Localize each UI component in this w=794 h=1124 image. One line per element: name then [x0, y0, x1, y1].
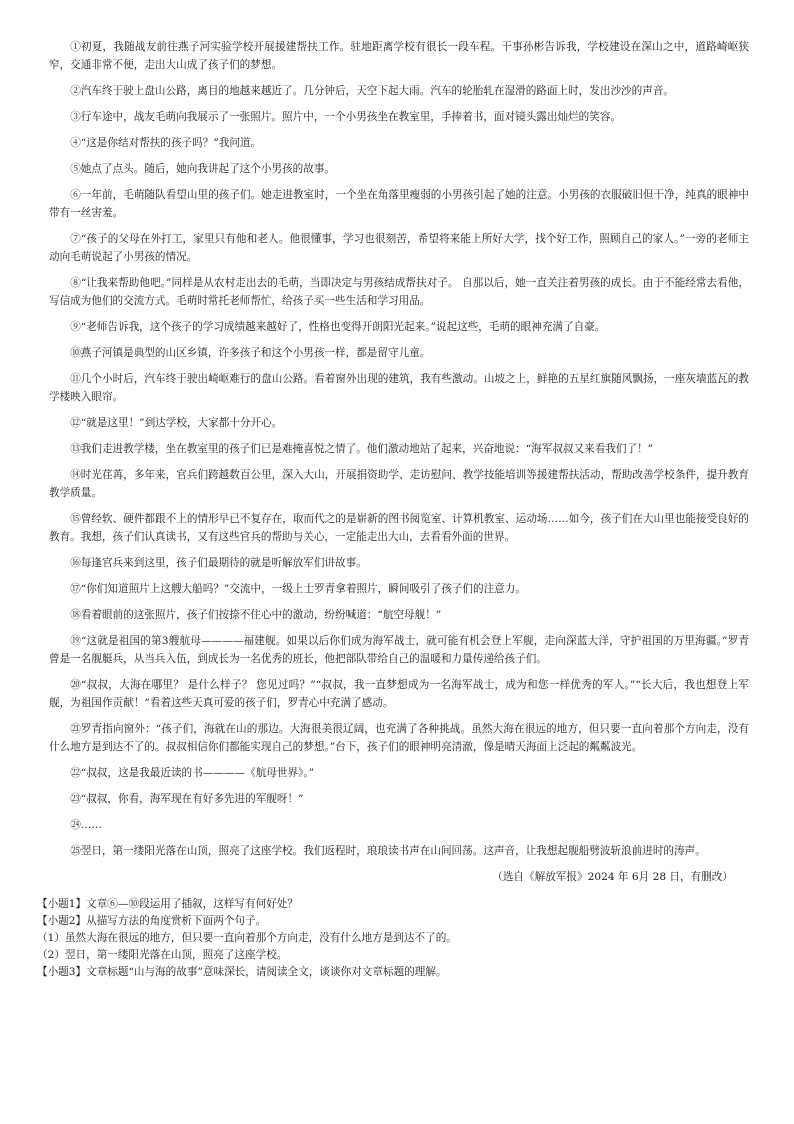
paragraph: ⑯每逢官兵来到这里，孩子们最期待的就是听解放军们讲故事。	[70, 557, 367, 569]
paragraph: ⑥一年前，毛萌随队看望山里的孩子们。她走进教室时，一个坐在角落里瘦弱的小男孩引起了她的注意。小男孩的衣服破旧但干净，纯真的眼神中带有一丝害羞。	[49, 189, 749, 219]
paragraph: ③行车途中，战友毛萌向我展示了一张照片。照片中，一个小男孩坐在教室里，手捧着书，面对镜头露出灿烂的笑容。	[70, 111, 622, 123]
paragraph: ㉔……	[70, 819, 102, 831]
paragraph: ②汽车终于驶上盘山公路，离目的地越来越近了。几分钟后，天空下起大雨。汽车的轮胎轧在湿滑的路面上时，发出沙沙的声音。	[70, 85, 675, 97]
paragraph: ⑱看着眼前的这张照片，孩子们按捺不住心中的激动，纷纷喊道：“航空母舰！”	[70, 609, 442, 621]
paragraph: ⑤她点了点头。随后，她向我讲起了这个小男孩的故事。	[70, 163, 336, 175]
paragraph: ①初夏，我随战友前往燕子河实验学校开展援建帮扶工作。驻地距离学校有很长一段车程。干事孙彬告诉我，学校建设在深山之中，道路崎岖狭窄，交通非常不便，走出大山成了孩子们的梦想。	[49, 41, 749, 71]
paragraph: ⑳“叔叔，大海在哪里？ 是什么样子？ 您见过吗？”“叔叔，我一直梦想成为一名海军战士，成为和您一样优秀的军人。”“长大后，我也想登上军舰，为祖国作贡献！”看着这些天真可爱的孩子们，罗青心中充满了感动。	[49, 679, 749, 709]
question-1: 【小题1】文章⑥—⑩段运用了插叙，这样写有何好处？	[37, 898, 298, 910]
paragraph: ㉕翌日，第一缕阳光落在山顶，照亮了这座学校。我们返程时，琅琅读书声在山间回荡。这声音，让我想起舰船劈波斩浪前进时的涛声。	[70, 845, 706, 857]
article-body	[49, 38, 749, 860]
paragraph: ⑨“老师告诉我，这个孩子的学习成绩越来越好了，性格也变得开朗阳光起来。”说起这些，毛萌的眼神充满了自豪。	[70, 321, 606, 333]
paragraph: ⑦“孩子的父母在外打工，家里只有他和老人。他很懂事，学习也很刻苦，希望将来能上所好大学，找个好工作，照顾自己的家人。”一旁的老师主动向毛萌说起了小男孩的情况。	[49, 233, 749, 263]
paragraph: ㉑罗青指向窗外：“孩子们，海就在山的那边。大海很美很辽阔，也充满了各种挑战。虽然大海在很远的地方，但只要一直向着那个方向走，没有什么地方是到达不了的。叔叔相信你们都能实现自己的梦想。”台下，孩子们的眼神明亮清澈，像是晴天海面上泛起的粼粼波光。	[49, 723, 749, 753]
document-page	[37, 38, 749, 981]
question-2: 【小题2】从描写方法的角度赏析下面两个句子。	[37, 915, 267, 927]
question-2-sentence-2: （2）翌日，第一缕阳光落在山顶，照亮了这座学校。	[37, 949, 288, 961]
paragraph: ㉒“叔叔，这是我最近读的书————《航母世界》。”	[70, 767, 315, 779]
paragraph: ⑲“这就是祖国的第3艘航母————福建舰。如果以后你们成为海军战士，就可能有机会登上军舰，走向深蓝大洋，守护祖国的万里海疆。”罗青曾是一名舰艇兵，从当兵入伍，到成长为一名优秀的班长，他把部队带给自己的温暖和力量传递给孩子们。	[49, 635, 749, 665]
paragraph: ⑬我们走进教学楼，坐在教室里的孩子们已是难掩喜悦之情了。他们激动地站了起来，兴奋地说：“海军叔叔又来看我们了！”	[70, 443, 654, 455]
paragraph: ⑭时光荏苒，多年来，官兵们跨越数百公里，深入大山，开展捐资助学、走访慰问、教学技能培训等援建帮扶活动，帮助改善学校条件，提升教育教学质量。	[49, 469, 749, 499]
paragraph: ⑩燕子河镇是典型的山区乡镇，许多孩子和这个小男孩一样，都是留守儿童。	[70, 347, 431, 359]
paragraph: ④“这是你结对帮扶的孩子吗？”我问道。	[70, 137, 262, 149]
paragraph: ⑪几个小时后，汽车终于驶出崎岖难行的盘山公路。看着窗外出现的建筑，我有些激动。山坡之上，鲜艳的五星红旗随风飘扬，一座灰墙蓝瓦的教学楼映入眼帘。	[49, 373, 749, 403]
paragraph: ㉓“叔叔，你看，海军现在有好多先进的军舰呀！”	[70, 793, 304, 805]
question-section	[37, 896, 749, 981]
paragraph: ⑫“就是这里！”到达学校，大家都十分开心。	[70, 417, 283, 429]
paragraph: ⑧“让我来帮助他吧。”同样是从农村走出去的毛萌，当即决定与男孩结成帮扶对子。 自那以后，她一直关注着男孩的成长。由于不能经常去看他，写信成为他们的交流方式。毛萌时常托老师帮忙，给孩子买一些生活和学习用品。	[49, 277, 749, 307]
source-citation: （选自《解放军报》2024 年 6月 28 日，有删改）	[492, 871, 733, 883]
paragraph: ⑮曾经软、硬件都跟不上的情形早已不复存在，取而代之的是崭新的图书阅览室、计算机教室、运动场……如今，孩子们在大山里也能接受良好的教育。我想，孩子们认真读书，又有这些官兵的帮助与关心，一定能走出大山，去看看外面的世界。	[49, 513, 749, 543]
question-2-sentence-1: （1）虽然大海在很远的地方，但只要一直向着那个方向走，没有什么地方是到达不了的。	[37, 932, 457, 944]
question-3: 【小题3】文章标题“山与海的故事”意味深长，请阅读全文，谈谈你对文章标题的理解。	[37, 966, 447, 978]
paragraph: ⑰“你们知道照片上这艘大船吗？”交流中，一级上士罗青拿着照片，瞬间吸引了孩子们的注意力。	[70, 583, 526, 595]
